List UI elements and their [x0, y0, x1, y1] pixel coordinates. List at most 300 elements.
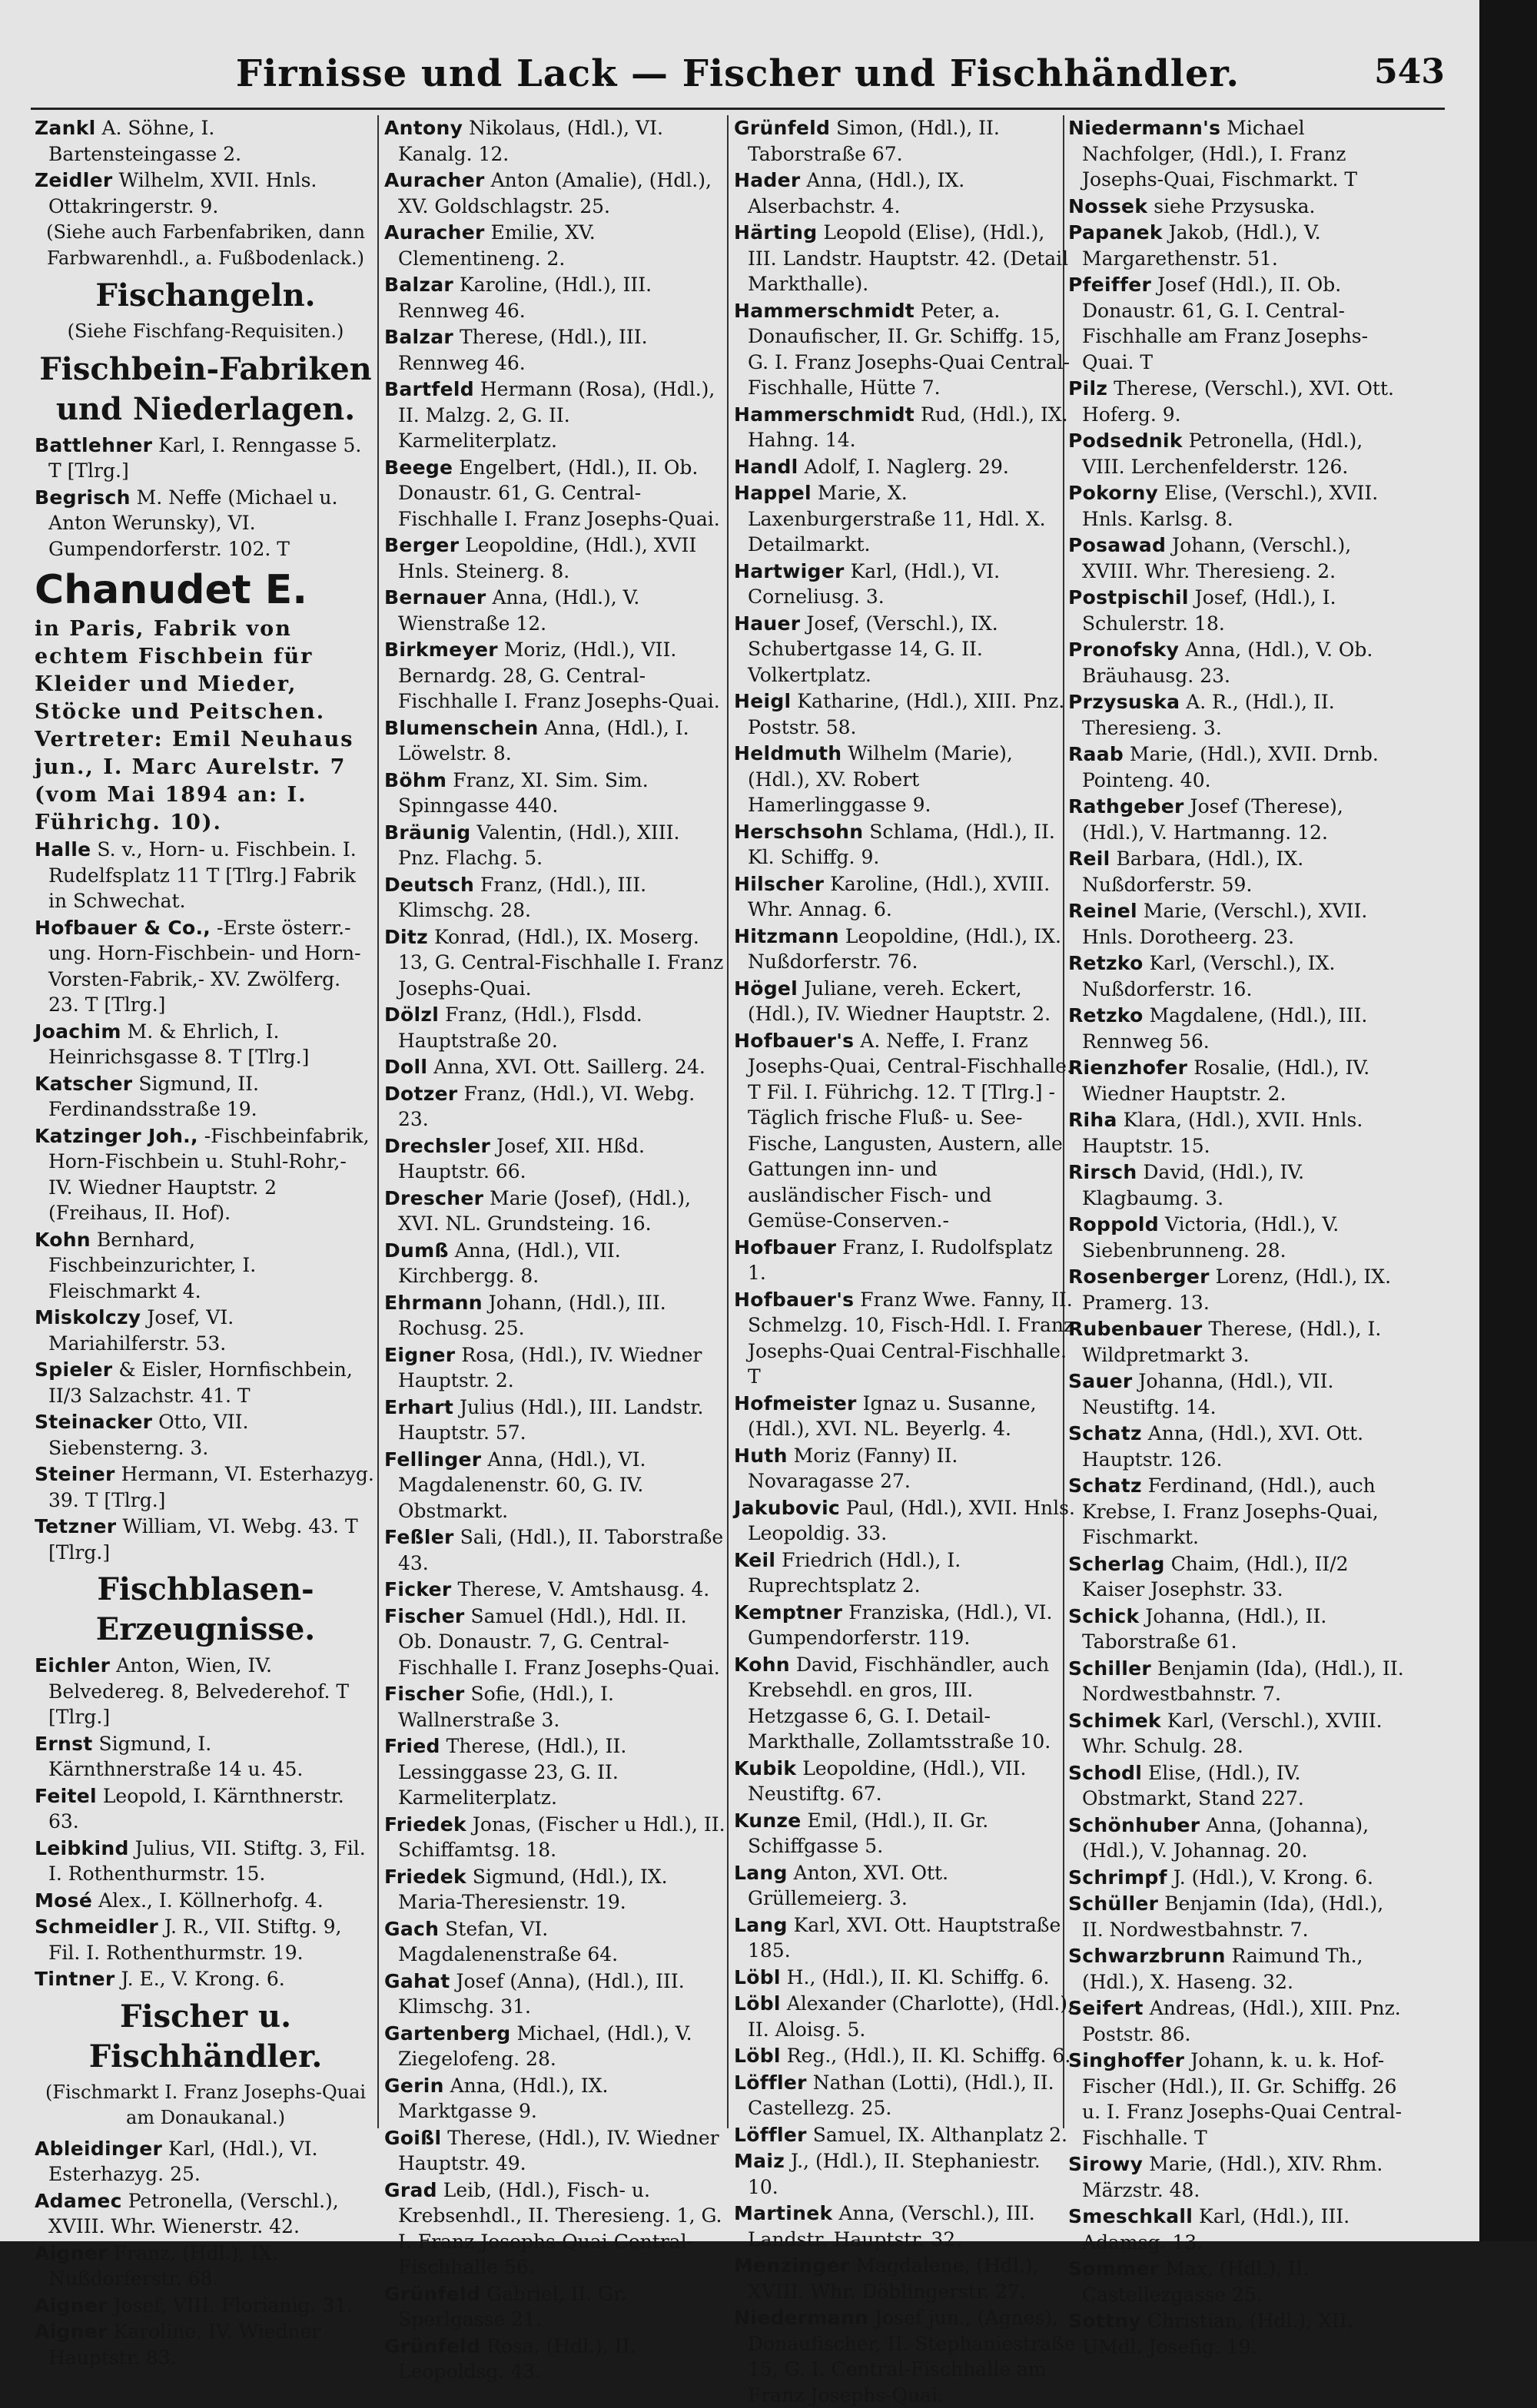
entry-name: Katscher	[35, 1072, 133, 1095]
directory-entry	[35, 485, 377, 562]
entry-name: Schrimpf	[1068, 1866, 1167, 1889]
entry-name: Zeidler	[35, 169, 113, 191]
entry-details: Karl, (Hdl.), VI. Corneliusg. 3.	[748, 559, 1001, 608]
entry-name: Ableidinger	[35, 2137, 163, 2160]
directory-entry	[1068, 1760, 1410, 1812]
entry-name: Löffler	[734, 2123, 807, 2146]
entry-details: Anton, XVI. Ott. Grüllemeierg. 3.	[748, 1861, 949, 1909]
directory-entry	[35, 1783, 377, 1835]
directory-entry	[1068, 2048, 1410, 2151]
directory-entry	[1068, 1995, 1410, 2047]
entry-details: Franz, XI. Sim. Sim. Spinngasse 440.	[398, 768, 649, 817]
entry-name: Sottny	[1068, 2310, 1141, 2332]
entry-details: Benjamin (Ida), (Hdl.), II. Nordwestbahnstr. 7.	[1082, 1657, 1404, 1705]
entry-name: Posawad	[1068, 534, 1167, 556]
entry-name: Balzar	[384, 326, 454, 348]
entry-name: Zankl	[35, 117, 96, 139]
entry-name: Steiner	[35, 1463, 115, 1485]
entry-details: Emil, (Hdl.), II. Gr. Schiffgasse 5.	[748, 1809, 989, 1857]
entry-details: Karl, XVI. Ott. Hauptstraße 185.	[748, 1913, 1061, 1962]
entry-details: Anton (Amalie), (Hdl.), XV. Goldschlagstr. 25.	[398, 169, 712, 217]
directory-entry	[35, 2136, 377, 2187]
header-rule	[31, 108, 1445, 110]
entry-name: Riha	[1068, 1109, 1117, 1131]
entry-details: Marie, (Hdl.), XVII. Drnb. Pointeng. 40.	[1082, 743, 1379, 791]
entry-details: Rosa, (Hdl.), II. Leopoldsg. 43.	[398, 2334, 636, 2383]
entry-name: Gartenberg	[384, 2022, 511, 2045]
entry-name: Rosenberger	[1068, 1265, 1210, 1288]
entry-name: Pilz	[1068, 377, 1108, 400]
directory-entry	[384, 2281, 726, 2333]
directory-entry	[1068, 194, 1410, 220]
directory-entry	[734, 2148, 1076, 2200]
directory-entry	[1068, 2308, 1410, 2360]
entry-name: Doll	[384, 1056, 428, 1078]
entry-details: Franz, I. Rudolfsplatz 1.	[748, 1236, 1053, 1284]
directory-entry	[35, 167, 377, 219]
entry-details: Anna, (Hdl.), V. Wienstraße 12.	[398, 586, 640, 635]
entry-details: Marie, (Verschl.), XVII. Hnls. Dorotheerg. 23.	[1082, 900, 1368, 948]
entry-name: Sirowy	[1068, 2153, 1144, 2175]
entry-name: Adamec	[35, 2189, 122, 2212]
entry-name: Pokorny	[1068, 482, 1159, 504]
entry-details: Christian, (Hdl.), XII. UMdl. Josefig. 19.	[1082, 2310, 1353, 2358]
entry-details: S. v., Horn- u. Fischbein. I. Rudelfsplatz 11 T [Tlrg.] Fabrik in Schwechat.	[48, 838, 357, 912]
directory-entry	[384, 1812, 726, 1863]
section-note: (Siehe Fischfang-Requisiten.)	[67, 320, 344, 342]
entry-name: Goißl	[384, 2126, 442, 2149]
entry-name: Gahat	[384, 1969, 450, 1992]
directory-entry	[1068, 1473, 1410, 1551]
entry-name: Roppold	[1068, 1213, 1159, 1236]
directory-entry	[35, 837, 377, 914]
directory-entry	[1068, 585, 1410, 636]
entry-name: Feßler	[384, 1526, 454, 1548]
entry-name: Grünfeld	[384, 2282, 481, 2305]
directory-entry	[734, 1028, 1076, 1234]
entry-name: Fischer	[384, 1604, 465, 1627]
directory-entry	[384, 115, 726, 167]
entry-details: Paul, (Hdl.), XVII. Hnls. Leopoldig. 33.	[748, 1496, 1075, 1544]
scan-border	[1479, 0, 1537, 2241]
directory-entry	[384, 820, 726, 871]
entry-name: Begrisch	[35, 486, 131, 509]
directory-entry	[734, 298, 1076, 401]
entry-details: Klara, (Hdl.), XVII. Hnls. Hauptstr. 15.	[1082, 1109, 1363, 1157]
page-number: 543	[1374, 52, 1445, 91]
directory-entry	[1068, 1159, 1410, 1211]
entry-details: Alex., I. Köllnerhofg. 4.	[92, 1889, 324, 1912]
entry-details: M. Neffe (Michael u. Anton Werunsky), VI. Gumpendorferstr. 102. T	[48, 486, 338, 560]
directory-entry	[384, 1864, 726, 1915]
entry-details: Sofie, (Hdl.), I. Wallnerstraße 3.	[398, 1683, 614, 1731]
entry-name: Seifert	[1068, 1997, 1144, 2019]
entry-details: Peter, a. Donaufischer, II. Gr. Schiffg. 15, G. I. Franz Josephs-Quai Central-Fischhalle, Hütte 7.	[748, 299, 1071, 399]
directory-entry	[1068, 1055, 1410, 1106]
entry-details: Anna, XVI. Ott. Saillerg. 24.	[427, 1056, 705, 1078]
entry-name: Retzko	[1068, 952, 1144, 974]
entry-name: Bartfeld	[384, 378, 474, 400]
directory-entry	[1068, 1891, 1410, 1942]
entry-details: Moriz (Fanny) II. Novaragasse 27.	[748, 1444, 958, 1492]
directory-entry	[384, 532, 726, 584]
directory-entry	[35, 1888, 377, 1914]
entry-name: Friedek	[384, 1865, 466, 1888]
directory-entry	[384, 768, 726, 819]
entry-name: Tintner	[35, 1968, 115, 1990]
entry-details: Engelbert, (Hdl.), II. Ob. Donaustr. 61, G. Central-Fischhalle I. Franz Josephs-Quai.	[398, 456, 720, 530]
entry-details: Rud, (Hdl.), IX. Hahng. 14.	[748, 403, 1068, 451]
entry-details: & Eisler, Hornfischbein, II/3 Salzachstr. 41. T	[48, 1358, 353, 1407]
entry-name: Rienzhofer	[1068, 1056, 1188, 1079]
column-divider	[727, 115, 729, 2128]
directory-entry	[35, 1123, 377, 1226]
directory-entry	[35, 1653, 377, 1730]
column-2	[384, 115, 726, 2383]
entry-details: Otto, VII. Siebensterng. 3.	[48, 1411, 249, 1459]
entry-details: Therese, (Verschl.), XVI. Ott. Hoferg. 9.	[1082, 377, 1394, 426]
entry-details: Elise, (Hdl.), IV. Obstmarkt, Stand 227.	[1082, 1761, 1304, 1809]
entry-name: Löbl	[734, 2045, 781, 2067]
directory-entry	[734, 1547, 1076, 1599]
directory-entry	[384, 1604, 726, 1681]
directory-entry	[1068, 115, 1410, 193]
entry-details: Leib, (Hdl.), Fisch- u. Krebsenhdl., II. Theresieng. 1, G. I. Franz Josephs-Quai Central-Fischhalle 56.	[398, 2178, 722, 2278]
directory-entry	[384, 1186, 726, 1237]
entry-details: Anna, (Hdl.), IX. Marktgasse 9.	[398, 2074, 609, 2122]
entry-details: Leopoldine, (Hdl.), XVII Hnls. Steinerg. 8.	[398, 534, 697, 582]
directory-entry	[35, 1836, 377, 1887]
entry-details: Therese, (Hdl.), IV. Wiedner Hauptstr. 49.	[398, 2126, 719, 2174]
directory-entry	[35, 1305, 377, 1356]
entry-name: Keil	[734, 1548, 776, 1571]
directory-entry	[35, 1019, 377, 1070]
directory-entry	[384, 1969, 726, 2020]
entry-name: Niedermann's	[1068, 117, 1221, 139]
directory-entry	[734, 2043, 1076, 2069]
directory-entry	[384, 1290, 726, 1342]
entry-details: Katharine, (Hdl.), XIII. Pnz. Poststr. 58.	[748, 690, 1065, 738]
entry-name: Hauer	[734, 612, 801, 635]
entry-details: David, Fischhändler, auch Krebsehdl. en gros, III. Hetzgasse 6, G. I. Detail-Markthalle, Zollamtsstraße 10.	[748, 1653, 1051, 1753]
entry-name: Hofbauer	[734, 1236, 837, 1259]
directory-entry	[1068, 898, 1410, 950]
entry-name: Schodl	[1068, 1761, 1143, 1784]
entry-name: Lang	[734, 1861, 788, 1884]
entry-name: Podsednik	[1068, 430, 1183, 452]
entry-details: Josef jun., (Agnes), Donaufischer, II. Stephaniestraße 15, G. I. Central-Fischhalle am Franz Josephs-Quai.	[748, 2307, 1076, 2406]
entry-details: Johanna, (Hdl.), II. Taborstraße 61.	[1082, 1604, 1327, 1653]
section-heading: Fischer u. Fischhändler.	[88, 1998, 323, 2075]
entry-details: Therese, V. Amtshausg. 4.	[451, 1578, 710, 1600]
directory-entry	[734, 2305, 1076, 2408]
entry-name: Miskolczy	[35, 1306, 141, 1328]
directory-entry	[1068, 376, 1410, 427]
entry-details: Moriz, (Hdl.), VII. Bernardg. 28, G. Central-Fischhalle I. Franz Josephs-Quai.	[398, 638, 720, 712]
directory-entry	[35, 1514, 377, 1565]
directory-entry	[734, 741, 1076, 818]
directory-entry	[35, 433, 377, 484]
entry-details: Johanna, (Hdl.), VII. Neustiftg. 14.	[1082, 1370, 1334, 1418]
directory-entry	[734, 976, 1076, 1027]
directory-entry	[734, 819, 1076, 871]
entry-name: Joachim	[35, 1020, 121, 1043]
entry-details: Rosalie, (Hdl.), IV. Wiedner Hauptstr. 2.	[1082, 1056, 1370, 1105]
directory-entry	[1068, 1212, 1410, 1263]
entry-name: Löbl	[734, 1965, 781, 1988]
entry-name: Rubenbauer	[1068, 1318, 1203, 1340]
directory-entry	[734, 1443, 1076, 1494]
entry-name: Hofmeister	[734, 1391, 857, 1415]
directory-entry	[384, 455, 726, 532]
directory-entry	[734, 1965, 1076, 1991]
entry-name: Ehrmann	[384, 1291, 483, 1314]
directory-entry	[734, 2122, 1076, 2148]
directory-entry	[384, 1342, 726, 1394]
entry-name: Aigner	[35, 2294, 108, 2317]
entry-name: Gerin	[384, 2074, 444, 2097]
entry-details: Juliane, vereh. Eckert, (Hdl.), IV. Wiedner Hauptstr. 2.	[748, 977, 1051, 1025]
entry-details: Josef (Anna), (Hdl.), III. Klimschg. 31.	[398, 1969, 685, 2018]
entry-details: Nikolaus, (Hdl.), VI. Kanalg. 12.	[398, 117, 663, 165]
entry-name: Grad	[384, 2178, 437, 2201]
entry-details: Julius, VII. Stiftg. 3, Fil. I. Rothenthurmstr. 15.	[48, 1836, 366, 1885]
directory-entry	[1068, 1943, 1410, 1995]
entry-name: Halle	[35, 838, 91, 861]
directory-entry	[35, 2293, 377, 2319]
directory-entry	[384, 324, 726, 376]
entry-details: Konrad, (Hdl.), IX. Moserg. 13, G. Central-Fischhalle I. Franz Josephs-Quai.	[398, 925, 724, 1000]
directory-entry	[1068, 1107, 1410, 1159]
entry-name: Aigner	[35, 2241, 108, 2264]
entry-name: Ernst	[35, 1732, 93, 1755]
directory-entry	[734, 2253, 1076, 2304]
entry-details: Jakob, (Hdl.), V. Margarethenstr. 51.	[1082, 221, 1321, 270]
entry-name: Löffler	[734, 2071, 807, 2094]
section-note: (Fischmarkt I. Franz Josephs-Quai am Donaukanal.)	[45, 2081, 367, 2128]
entry-details: Franz, (Hdl.), IX. Nußdorferstr. 68.	[48, 2241, 278, 2290]
directory-entry	[1068, 1316, 1410, 1368]
entry-name: Kohn	[734, 1653, 790, 1676]
directory-entry	[734, 2070, 1076, 2121]
directory-entry	[384, 272, 726, 323]
entry-details: Josef (Hdl.), II. Ob. Donaustr. 61, G. I. Central-Fischhalle am Franz Josephs-Quai. T	[1082, 274, 1369, 373]
entry-details: Karoline, (Hdl.), III. Rennweg 46.	[398, 274, 652, 322]
entry-details: Emilie, XV. Clementineng. 2.	[398, 221, 596, 270]
directory-entry	[35, 1914, 377, 1965]
entry-details: Karoline, (Hdl.), XVIII. Whr. Annag. 6.	[748, 872, 1051, 920]
directory-entry	[734, 1912, 1076, 1964]
entry-name: Tetzner	[35, 1515, 117, 1537]
entry-details: Rosa, (Hdl.), IV. Wiedner Hauptstr. 2.	[398, 1343, 702, 1391]
directory-entry	[35, 1966, 377, 1992]
entry-details: Ignaz u. Susanne, (Hdl.), XVI. NL. Beyerlg. 4.	[748, 1391, 1037, 1440]
entry-details: Stefan, VI. Magdalenenstraße 64.	[398, 1917, 619, 1965]
entry-details: J. E., V. Krong. 6.	[115, 1968, 285, 1990]
entry-name: Huth	[734, 1444, 788, 1467]
entry-details: A. R., (Hdl.), II. Theresieng. 3.	[1082, 691, 1335, 739]
entry-details: Sigmund, II. Ferdinandsstraße 19.	[48, 1072, 259, 1120]
directory-entry	[35, 1731, 377, 1783]
entry-name: Steinacker	[35, 1411, 153, 1433]
directory-entry	[1068, 1264, 1410, 1315]
entry-name: Rathgeber	[1068, 795, 1184, 818]
entry-details: H., (Hdl.), II. Kl. Schiffg. 6.	[780, 1965, 1050, 1988]
entry-name: Papanek	[1068, 221, 1163, 244]
entry-name: Högel	[734, 977, 798, 1000]
directory-entry	[734, 1287, 1076, 1390]
entry-details: Alexander (Charlotte), (Hdl.), II. Aloisg. 5.	[748, 1992, 1074, 2041]
directory-entry	[384, 1133, 726, 1185]
entry-name: Deutsch	[384, 873, 475, 896]
entry-name: Katzinger Joh.,	[35, 1124, 198, 1147]
entry-details: Franz, (Hdl.), III. Klimschg. 28.	[398, 873, 647, 921]
entry-details: Franz Wwe. Fanny, II. Schmelzg. 10, Fisch-Hdl. I. Franz Josephs-Quai Central-Fischhalle. T	[748, 1288, 1074, 1388]
entry-details: David, (Hdl.), IV. Klagbaumg. 3.	[1082, 1161, 1305, 1209]
entry-name: Sommer	[1068, 2257, 1160, 2280]
page-header	[31, 46, 1445, 115]
directory-entry	[384, 2073, 726, 2124]
entry-name: Härting	[734, 221, 818, 244]
directory-entry	[384, 376, 726, 454]
entry-name: Schönhuber	[1068, 1813, 1200, 1836]
entry-name: Retzko	[1068, 1004, 1144, 1027]
directory-entry	[734, 2201, 1076, 2252]
directory-entry	[35, 1357, 377, 1408]
entry-name: Mosé	[35, 1889, 93, 1912]
directory-entry	[384, 585, 726, 636]
entry-name: Dölzl	[384, 1003, 440, 1026]
entry-name: Heldmuth	[734, 742, 842, 765]
directory-entry	[734, 402, 1076, 453]
entry-name: Schimek	[1068, 1709, 1161, 1732]
entry-name: Schüller	[1068, 1892, 1159, 1915]
directory-entry	[384, 1238, 726, 1289]
entry-name: Reinel	[1068, 900, 1137, 922]
entry-name: Leibkind	[35, 1836, 129, 1859]
entry-details: Simon, (Hdl.), II. Taborstraße 67.	[748, 117, 1000, 165]
directory-entry	[35, 915, 377, 1018]
entry-details: Josef, (Verschl.), IX. Schubertgasse 14, G. II. Volkertplatz.	[748, 612, 998, 686]
entry-name: Blumenschein	[384, 716, 539, 739]
entry-name: Hofbauer & Co.,	[35, 916, 211, 939]
directory-entry	[1068, 1708, 1410, 1760]
directory-entry	[384, 924, 726, 1002]
directory-entry	[1068, 1604, 1410, 1655]
entry-name: Antony	[384, 117, 463, 139]
directory-entry	[384, 1081, 726, 1133]
directory-entry	[734, 1808, 1076, 1859]
entry-details: Anna, (Hdl.), VII. Kirchbergg. 8.	[398, 1239, 621, 1287]
directory-entry	[1068, 220, 1410, 271]
directory-entry	[1068, 428, 1410, 479]
entry-name: Hammerschmidt	[734, 299, 915, 322]
entry-name: Schwarzbrunn	[1068, 1945, 1226, 1967]
directory-entry	[1068, 1813, 1410, 1864]
entry-name: Bernauer	[384, 586, 486, 609]
directory-entry	[1068, 950, 1410, 1002]
entry-details: Leopold, I. Kärnthnerstr. 63.	[48, 1784, 344, 1833]
entry-name: Bräunig	[384, 821, 471, 844]
entry-details: Leopoldine, (Hdl.), IX. Nußdorferstr. 76.	[748, 924, 1061, 973]
entry-name: Fellinger	[384, 1448, 482, 1471]
directory-entry	[384, 1002, 726, 1053]
entry-name: Handl	[734, 455, 798, 478]
directory-entry	[384, 1524, 726, 1576]
entry-name: Friedek	[384, 1813, 466, 1836]
entry-name: Auracher	[384, 221, 485, 244]
entry-name: Erhart	[384, 1395, 454, 1418]
directory-entry	[1068, 794, 1410, 845]
directory-entry	[734, 454, 1076, 480]
entry-details: Karl, (Hdl.), III. Adamsg. 13.	[1082, 2205, 1350, 2254]
entry-name: Hader	[734, 169, 801, 191]
entry-details: Hermann, VI. Esterhazyg. 39. T [Tlrg.]	[48, 1463, 374, 1511]
entry-name: Kubik	[734, 1756, 797, 1779]
directory-entry	[1068, 637, 1410, 688]
entry-details: Anna, (Hdl.), IX. Alserbachstr. 4.	[748, 169, 965, 217]
entry-details: Karl, (Hdl.), VI. Esterhazyg. 25.	[48, 2137, 318, 2185]
directory-entry	[1068, 272, 1410, 375]
directory-entry	[734, 220, 1076, 297]
entry-details: Petronella, (Verschl.), XVIII. Whr. Wienerstr. 42.	[48, 2189, 339, 2237]
column-4	[1068, 115, 1410, 2358]
entry-name: Schatz	[1068, 1474, 1142, 1497]
directory-entry	[734, 611, 1076, 688]
entry-details: Benjamin (Ida), (Hdl.), II. Nordwestbahnstr. 7.	[1082, 1892, 1384, 1941]
entry-name: Pfeiffer	[1068, 274, 1152, 296]
entry-details: Johann, k. u. k. Hof-Fischer (Hdl.), II. Gr. Schiffg. 26 u. I. Franz Josephs-Quai Central-Fischhalle. T	[1082, 2049, 1403, 2149]
entry-details: J. R., VII. Stiftg. 9, Fil. I. Rothenthurmstr. 19.	[48, 1915, 342, 1964]
entry-name: Martinek	[734, 2202, 833, 2224]
entry-details: J. (Hdl.), V. Krong. 6.	[1167, 1866, 1373, 1889]
directory-entry	[35, 1409, 377, 1461]
entry-name: Dumß	[384, 1239, 449, 1262]
entry-details: Leopoldine, (Hdl.), VII. Neustiftg. 67.	[748, 1756, 1027, 1805]
entry-name: Niedermann	[734, 2307, 869, 2329]
directory-entry	[734, 115, 1076, 167]
entry-details: Karoline, IV. Wiedner Hauptstr. 83.	[48, 2320, 321, 2369]
entry-details: Reg., (Hdl.), II. Kl. Schiffg. 6.	[780, 2045, 1071, 2067]
entry-name: Schatz	[1068, 1422, 1142, 1444]
directory-entry	[384, 872, 726, 924]
entry-details: Karl, I. Renngasse 5. T [Tlrg.]	[48, 433, 362, 482]
directory-entry	[35, 2319, 377, 2370]
entry-name: Gach	[384, 1917, 440, 1940]
entry-details: Anna, (Hdl.), XVI. Ott. Hauptstr. 126.	[1082, 1422, 1364, 1471]
entry-name: Happel	[734, 482, 812, 504]
entry-details: Sigmund, I. Kärnthnerstraße 14 u. 45.	[48, 1732, 304, 1780]
entry-details: Barbara, (Hdl.), IX. Nußdorferstr. 59.	[1082, 847, 1304, 896]
section-ad: in Paris, Fabrik von echtem Fischbein für Kleider und Mieder, Stöcke und Peitschen. Vertreter: Emil Neuhaus jun., I. Marc Aurelstr. 7 (vom Mai 1894 an: I. Führichg. 10).	[35, 617, 354, 834]
directory-entry	[384, 1577, 726, 1603]
directory-entry	[384, 2333, 726, 2385]
entry-name: Postpischil	[1068, 586, 1189, 609]
entry-details: Therese, (Hdl.), II. Lessinggasse 23, G. II. Karmeliterplatz.	[398, 1735, 627, 1809]
entry-name: Drechsler	[384, 1134, 491, 1157]
directory-entry	[1068, 532, 1410, 584]
entry-details: Julius (Hdl.), III. Landstr. Hauptstr. 57.	[398, 1395, 704, 1444]
entry-name: Nossek	[1068, 194, 1148, 217]
section-big: Chanudet E.	[35, 567, 308, 613]
directory-entry	[734, 871, 1076, 923]
directory-entry	[35, 115, 377, 167]
directory-entry	[384, 2021, 726, 2072]
entry-details: Franz, (Hdl.), VI. Webg. 23.	[398, 1082, 695, 1130]
entry-details: Petronella, (Hdl.), VIII. Lerchenfelderstr. 126.	[1082, 430, 1363, 478]
entry-details: Nathan (Lotti), (Hdl.), II. Castellezg. 25.	[748, 2071, 1054, 2119]
entry-details: A. Söhne, I. Bartensteingasse 2.	[48, 117, 242, 165]
